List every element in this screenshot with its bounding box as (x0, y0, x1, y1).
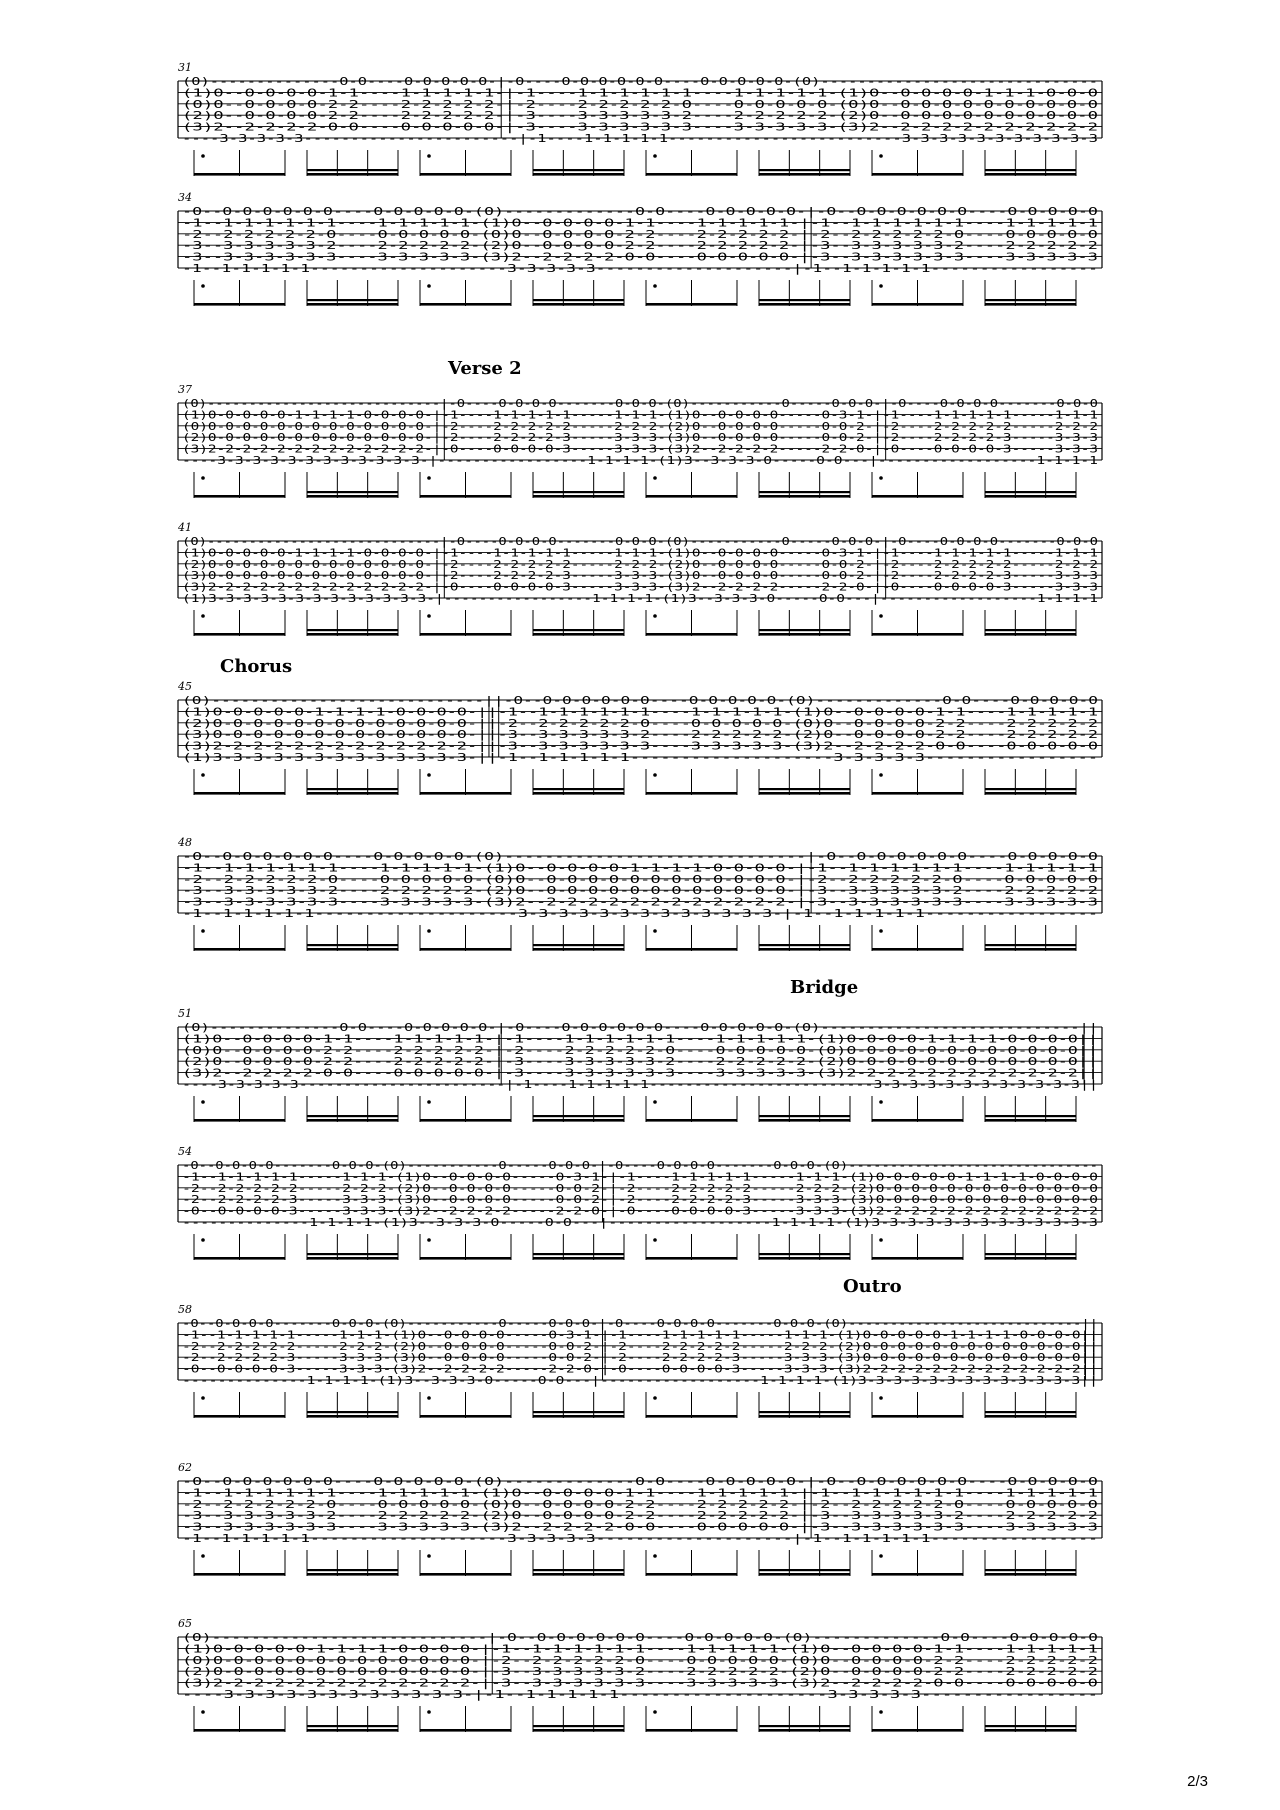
dot (653, 929, 657, 933)
note-beam (420, 303, 511, 306)
note-beam (646, 633, 737, 636)
dot (201, 1710, 205, 1714)
note-beam (307, 1725, 398, 1727)
note-beam (985, 1411, 1076, 1413)
tab-system (178, 1145, 1102, 1260)
note-beam (872, 495, 963, 498)
note-beam (646, 792, 737, 795)
note-beam (533, 1253, 624, 1255)
tab-system (178, 1461, 1102, 1576)
note-beam (646, 1415, 737, 1418)
note-beam (194, 1573, 285, 1576)
rhythm-notation (194, 610, 1076, 636)
tab-system (178, 191, 1102, 306)
note-beam (646, 1257, 737, 1260)
tab-string-row: (3)2-2-2-2-2-2-2-2-2-2-2-2-2-|-0----0-0-0-0-3-----3-3-3-(3)2--2-2-2-2-----2-2-0-|-0----0-0-0-0-3-----3-3-3 (182, 580, 1098, 594)
note-beam (307, 1257, 398, 1260)
note-beam (307, 299, 398, 301)
tab-string-row: (0)--------------0-0----0-0-0-0-0-|-0----0-0-0-0-0-0----0-0-0-0-0-(0)------------------------------ (182, 75, 1098, 88)
measure-number: 58 (178, 1303, 192, 1316)
note-beam (759, 299, 850, 301)
note-beam (533, 1411, 624, 1413)
note-beam (759, 1411, 850, 1413)
note-beam (420, 173, 511, 176)
dot (653, 476, 657, 480)
tab-string-row: (3)2--2-2-2-2-0-0----0-0-0-0-0-|-3----3-3-3-3-3-3----3-3-3-3-3-(3)2--2-2-2-2-2-2-2-2-2-2 (182, 120, 1098, 134)
dot (427, 1710, 431, 1714)
tab-string-row: -0--0-0-0-0-------0-0-0-(0)-----------0-----0-0-0-|-0----0-0-0-0-------0-0-0-(0)------------------------------ (182, 1159, 1098, 1172)
tab-string-row: -1--1-1-1-1-1-----1-1-1-(1)0--0-0-0-0-----0-3-1-|-1----1-1-1-1-1-----1-1-1-(1)0-0-0-0-0-1-1-1-1-0-0-0-0 (182, 1170, 1098, 1184)
tab-string-row: (0)----------------------------|-0----0-0-0-0-------0-0-0-(0)-----------0-----0-0-0-|-0----0-0-0-0-------0-0-0 (182, 535, 1098, 548)
note-beam (759, 1257, 850, 1260)
note-beam (194, 173, 285, 176)
note-beam (307, 1415, 398, 1418)
measure-number: 41 (178, 521, 192, 534)
tab-string-row: (2)0-0-0-0-0-0-0-0-0-0-0-0-0-||-2--2-2-2-2-2-0----0-0-0-0-0-(0)0--0-0-0-0-2-2----2-2-2-2-2 (182, 716, 1098, 730)
dot (201, 929, 205, 933)
dot (653, 1710, 657, 1714)
measure-number: 48 (178, 836, 192, 849)
dot (201, 1554, 205, 1558)
note-beam (759, 1725, 850, 1727)
dot (653, 154, 657, 158)
tab-system (177, 836, 1102, 951)
tab-string-row: -1--1-1-1-1-1-----1-1-1-(1)0--0-0-0-0-----0-3-1-|-1----1-1-1-1-1-----1-1-1-(1)0-0-0-0-0-1-1-1-1-0-0-0-0|| (182, 1328, 1098, 1342)
note-beam (194, 948, 285, 951)
note-beam (420, 633, 511, 636)
tab-string-row: -3--3-3-3-3-3-2----2-2-2-2-2-(2)0--0-0-0-0-2-2----2-2-2-2-2-|-3--3-3-3-3-3-2----2-2-2-2-2 (182, 1509, 1098, 1523)
note-beam (420, 1119, 511, 1122)
note-beam (533, 1729, 624, 1732)
tab-string-row: -3--3-3-3-3-3-2----2-2-2-2-2-(2)0--0-0-0-0-0-0-0-0-0-0-0-0-|-3--3-3-3-3-3-2----2-2-2-2-2 (182, 884, 1098, 898)
tab-string-row: (0)----------------------------|-0--0-0-0-0-0-0----0-0-0-0-0-(0)-------------0-0----0-0-0-0-0 (182, 1631, 1098, 1644)
note-beam (533, 629, 624, 631)
rhythm-notation (194, 1706, 1076, 1732)
note-beam (533, 788, 624, 790)
dot (879, 1554, 883, 1558)
dot (653, 1554, 657, 1558)
dot (879, 1100, 883, 1104)
tab-string-row: (1)0--0-0-0-0-1-1----1-1-1-1-1-|-1----1-1-1-1-1-1----1-1-1-1-1-(1)0--0-0-0-0-1-1-1-0-0-0 (182, 86, 1098, 100)
note-beam (985, 944, 1076, 946)
measure-number: 45 (178, 680, 192, 693)
note-beam (307, 1115, 398, 1117)
note-beam (872, 1573, 963, 1576)
note-beam (985, 788, 1076, 790)
note-beam (194, 1119, 285, 1122)
tab-system (178, 358, 1102, 498)
dot (427, 476, 431, 480)
measure-number: 51 (178, 1007, 192, 1020)
measure-number: 31 (178, 61, 192, 74)
note-beam (759, 1253, 850, 1255)
tab-string-row: (0)--------------0-0----0-0-0-0-0-|-0----0-0-0-0-0-0----0-0-0-0-0-(0)----------------------------|| (182, 1021, 1098, 1034)
tab-string-row: (3)0-0-0-0-0-0-0-0-0-0-0-0-0-||-3--3-3-3-3-3-2----2-2-2-2-2-(2)0--0-0-0-0-2-2----2-2-2-2-2 (182, 728, 1098, 742)
note-beam (985, 169, 1076, 171)
section-label: Verse 2 (448, 358, 522, 379)
tab-string-row: (2)0-0-0-0-0-0-0-0-0-0-0-0-0-|-3--3-3-3-3-3-2----2-2-2-2-2-(2)0--0-0-0-0-2-2----2-2-2-2-2 (182, 1665, 1098, 1679)
tab-string-row: -0--0-0-0-0-------0-0-0-(0)-----------0-----0-0-0-|-0----0-0-0-0-------0-0-0-(0)----------------------------|| (182, 1317, 1098, 1330)
note-beam (985, 1119, 1076, 1122)
note-beam (194, 633, 285, 636)
dot (201, 1238, 205, 1242)
tab-string-row: (2)0--0-0-0-0-2-2----2-2-2-2-2-|-3----3-3-3-3-3-2----2-2-2-2-2-(2)0--0-0-0-0-0-0-0-0-0-0 (182, 109, 1098, 123)
note-beam (533, 633, 624, 636)
rhythm-notation (194, 1392, 1076, 1418)
tab-system (178, 61, 1102, 176)
dot (427, 1238, 431, 1242)
note-beam (533, 948, 624, 951)
tab-string-row: (3)2--2-2-2-2-0-0----0-0-0-0-0-|-3----3-3-3-3-3-3----3-3-3-3-3-(3)2-2-2-2-2-2-2-2-2-2-2-2|| (182, 1066, 1098, 1080)
dot (879, 1396, 883, 1400)
section-label: Bridge (790, 977, 859, 998)
tab-string-row: (3)2-2-2-2-2-2-2-2-2-2-2-2-2-|-0----0-0-0-0-3-----3-3-3-(3)2--2-2-2-2-----2-2-0-|-0----0-0-0-0-3-----3-3-3 (182, 442, 1098, 456)
note-beam (985, 1115, 1076, 1117)
note-beam (194, 303, 285, 306)
tab-string-row: -0--0-0-0-0-0-0----0-0-0-0-0-(0)-------------0-0----0-0-0-0-0-|-0--0-0-0-0-0-0----0-0-0-0-0 (182, 1475, 1098, 1488)
note-beam (533, 1569, 624, 1571)
note-beam (194, 1729, 285, 1732)
tab-string-row: -3--3-3-3-3-3-3----3-3-3-3-3-(3)2--2-2-2-2-2-2-2-2-2-2-2-2-|-3--3-3-3-3-3-3----3-3-3-3-3 (182, 895, 1098, 909)
tab-string-row: ----3-3-3-3-3-----------------------|-1----1-1-1-1-1-------------------------3-3-3-3-3-3-3-3-3-3-3-3|| (182, 1078, 1098, 1091)
tab-system (177, 656, 1102, 795)
note-beam (759, 303, 850, 306)
note-beam (759, 491, 850, 493)
dot (427, 284, 431, 288)
note-beam (872, 303, 963, 306)
dot (653, 1100, 657, 1104)
dot (201, 1100, 205, 1104)
rhythm-notation (194, 472, 1076, 498)
tab-string-row: (2)0-0-0-0-0-0-0-0-0-0-0-0-0-|-2----2-2-2-2-3-----3-3-3-(3)0--0-0-0-0-----0-0-2-|-2----2-2-2-2-3-----3-3-3 (182, 431, 1098, 445)
rhythm-notation (194, 150, 1076, 176)
note-beam (872, 1729, 963, 1732)
note-beam (759, 1119, 850, 1122)
dot (201, 614, 205, 618)
note-beam (533, 495, 624, 498)
tab-string-row: -0--0-0-0-0-3-----3-3-3-(3)2--2-2-2-2-----2-2-0-|-0----0-0-0-0-3-----3-3-3-(3)2-2-2-2-2-2-2-2-2-2-2-2-2|| (182, 1362, 1098, 1376)
tab-string-row: (0)0-0-0-0-0-0-0-0-0-0-0-0-0-|-2----2-2-2-2-2-----2-2-2-(2)0--0-0-0-0-----0-0-2-|-2----2-2-2-2-2-----2-2-2 (182, 419, 1098, 433)
note-beam (533, 1115, 624, 1117)
dot (427, 773, 431, 777)
note-beam (307, 944, 398, 946)
note-beam (646, 948, 737, 951)
dot (427, 1396, 431, 1400)
note-beam (759, 1729, 850, 1732)
measure-number: 54 (178, 1145, 192, 1158)
note-beam (759, 169, 850, 171)
note-beam (872, 1257, 963, 1260)
note-beam (646, 1729, 737, 1732)
section-label: Chorus (220, 656, 293, 677)
note-beam (646, 303, 737, 306)
note-beam (985, 948, 1076, 951)
note-beam (307, 792, 398, 795)
note-beam (759, 629, 850, 631)
tab-string-row: (1)0-0-0-0-0-1-1-1-1-0-0-0-0-|-1--1-1-1-1-1-1----1-1-1-1-1-(1)0--0-0-0-0-1-1----1-1-1-1-1 (182, 1642, 1098, 1656)
note-beam (985, 1257, 1076, 1260)
dot (427, 154, 431, 158)
note-beam (533, 1725, 624, 1727)
note-beam (985, 303, 1076, 306)
tab-string-row: ----3-3-3-3-3-----------------------|-1----1-1-1-1-1-------------------------3-3-3-3-3-3-3-3-3-3-3 (182, 132, 1098, 145)
tab-string-row: -2--2-2-2-2-2-0----0-0-0-0-0-(0)0--0-0-0-0-2-2----2-2-2-2-2-|-2--2-2-2-2-2-0----0-0-0-0-0 (182, 1497, 1098, 1511)
note-beam (533, 1573, 624, 1576)
dot (879, 284, 883, 288)
tab-string-row: -1--1-1-1-1-1--------------------3-3-3-3-3-3-3-3-3-3-3-3-3-|-1--1-1-1-1-1----------------- (182, 907, 1098, 920)
note-beam (759, 788, 850, 790)
note-beam (533, 299, 624, 301)
tab-string-row: (0)----------------------------||-0--0-0-0-0-0-0----0-0-0-0-0-(0)-------------0-0----0-0-0-0-0 (182, 694, 1098, 707)
note-beam (307, 491, 398, 493)
dot (879, 614, 883, 618)
note-beam (985, 495, 1076, 498)
note-beam (307, 629, 398, 631)
note-beam (985, 1253, 1076, 1255)
note-beam (307, 1119, 398, 1122)
note-beam (985, 491, 1076, 493)
section-label: Outro (843, 1276, 902, 1297)
dot (653, 1396, 657, 1400)
note-beam (307, 948, 398, 951)
note-beam (759, 1573, 850, 1576)
tab-string-row: --------------1-1-1-1-(1)3--3-3-3-0-----0-0---|------------------1-1-1-1-(1)3-3-3-3-3-3-3-3-3-3-3-3-3 (182, 1216, 1098, 1229)
note-beam (420, 1573, 511, 1576)
tab-string-row: --------------1-1-1-1-(1)3--3-3-3-0-----0-0---|------------------1-1-1-1-(1)3-3-3-3-3-3-3-3-3-3-3-3-3|| (182, 1374, 1098, 1387)
dot (879, 1238, 883, 1242)
note-beam (307, 788, 398, 790)
note-beam (307, 173, 398, 176)
dot (879, 929, 883, 933)
note-beam (759, 173, 850, 176)
dot (201, 1396, 205, 1400)
note-beam (307, 495, 398, 498)
tab-string-row: (3)0-0-0-0-0-0-0-0-0-0-0-0-0-|-2----2-2-2-2-3-----3-3-3-(3)0--0-0-0-0-----0-0-2-|-2----2-2-2-2-3-----3-3-3 (182, 569, 1098, 583)
tab-string-row: -1--1-1-1-1-1-1----1-1-1-1-1-(1)0--0-0-0-0-1-1-1-1-0-0-0-0-|-1--1-1-1-1-1-1----1-1-1-1-1 (182, 861, 1098, 875)
note-beam (307, 633, 398, 636)
tab-string-row: ----3-3-3-3-3-3-3-3-3-3-3-3-|-1--1-1-1-1-1--------------------3-3-3-3-3----------------- (182, 1688, 1098, 1701)
tab-string-row: -2--2-2-2-2-3-----3-3-3-(3)0--0-0-0-0-----0-0-2-|-2----2-2-2-2-3-----3-3-3-(3)0-0-0-0-0-0-0-0-0-0-0-0-0|| (182, 1351, 1098, 1365)
note-beam (533, 1415, 624, 1418)
note-beam (985, 299, 1076, 301)
note-beam (985, 633, 1076, 636)
note-beam (872, 633, 963, 636)
note-beam (420, 495, 511, 498)
note-beam (533, 173, 624, 176)
dot (879, 773, 883, 777)
tab-string-row: -2--2-2-2-2-2-0----0-0-0-0-0-(0)0--0-0-0-0-2-2----2-2-2-2-2-|-2--2-2-2-2-2-0----0-0-0-0-0 (182, 227, 1098, 241)
tab-string-row: -1--1-1-1-1-1-1----1-1-1-1-1-(1)0--0-0-0-0-1-1----1-1-1-1-1-|-1--1-1-1-1-1-1----1-1-1-1-1 (182, 216, 1098, 230)
note-beam (533, 792, 624, 795)
note-beam (533, 944, 624, 946)
note-beam (420, 1257, 511, 1260)
note-beam (872, 948, 963, 951)
note-beam (533, 303, 624, 306)
rhythm-notation (194, 1550, 1076, 1576)
tab-string-row: -0--0-0-0-0-3-----3-3-3-(3)2--2-2-2-2-----2-2-0-|-0----0-0-0-0-3-----3-3-3-(3)2-2-2-2-2-2-2-2-2-2-2-2-2 (182, 1204, 1098, 1218)
note-beam (872, 1119, 963, 1122)
note-beam (194, 1415, 285, 1418)
tab-string-row: ----3-3-3-3-3-3-3-3-3-3-3-3-|-----------------1-1-1-1-(1)3--3-3-3-0-----0-0---|------------------1-1-1-1 (182, 454, 1098, 467)
tab-system (178, 1276, 1102, 1418)
dot (427, 614, 431, 618)
tab-system (177, 521, 1102, 636)
note-beam (872, 1415, 963, 1418)
note-beam (759, 948, 850, 951)
note-beam (985, 629, 1076, 631)
tab-string-row: (0)0--0-0-0-0-2-2----2-2-2-2-2-|-2----2-2-2-2-2-0----0-0-0-0-0-(0)0--0-0-0-0-0-0-0-0-0-0 (182, 97, 1098, 111)
note-beam (985, 792, 1076, 795)
note-beam (194, 495, 285, 498)
tab-system (178, 977, 1102, 1122)
tab-string-row: (1)0-0-0-0-0-1-1-1-1-0-0-0-0-|-1----1-1-1-1-1-----1-1-1-(1)0--0-0-0-0-----0-3-1-|-1----1-1-1-1-1-----1-1-1 (182, 408, 1098, 422)
note-beam (420, 1729, 511, 1732)
note-beam (985, 1569, 1076, 1571)
dot (427, 1100, 431, 1104)
tab-string-row: (1)0-0-0-0-0-1-1-1-1-0-0-0-0-||-1--1-1-1-1-1-1----1-1-1-1-1-(1)0--0-0-0-0-1-1----1-1-1-1-1 (182, 705, 1098, 719)
tab-string-row: -0--0-0-0-0-0-0----0-0-0-0-0-(0)-------------0-0----0-0-0-0-0-|-0--0-0-0-0-0-0----0-0-0-0-0 (182, 205, 1098, 218)
note-beam (420, 948, 511, 951)
tab-string-row: (0)0--0-0-0-0-2-2----2-2-2-2-2-|-2----2-2-2-2-2-0----0-0-0-0-0-(0)0-0-0-0-0-0-0-0-0-0-0-0|| (182, 1043, 1098, 1057)
measure-number: 37 (178, 383, 192, 396)
tab-string-row: (1)3-3-3-3-3-3-3-3-3-3-3-3-3-|-----------------1-1-1-1-(1)3--3-3-3-0-----0-0---|------------------1-1-1-1 (182, 592, 1098, 605)
tab-string-row: (3)2-2-2-2-2-2-2-2-2-2-2-2-2-|-3--3-3-3-3-3-3----3-3-3-3-3-(3)2--2-2-2-2-0-0----0-0-0-0-0 (182, 1676, 1098, 1690)
note-beam (307, 1411, 398, 1413)
rhythm-notation (194, 769, 1076, 795)
note-beam (646, 173, 737, 176)
rhythm-notation (194, 1234, 1076, 1260)
tab-system (178, 1617, 1102, 1732)
note-beam (420, 1415, 511, 1418)
note-beam (646, 1119, 737, 1122)
tab-string-row: -1--1-1-1-1-1-1----1-1-1-1-1-(1)0--0-0-0-0-1-1----1-1-1-1-1-|-1--1-1-1-1-1-1----1-1-1-1-1 (182, 1486, 1098, 1500)
tab-string-row: -2--2-2-2-2-2-0----0-0-0-0-0-(0)0--0-0-0-0-0-0-0-0-0-0-0-0-|-2--2-2-2-2-2-0----0-0-0-0-0 (182, 872, 1098, 886)
measure-number: 62 (178, 1461, 192, 1474)
note-beam (533, 1119, 624, 1122)
tab-string-row: -2--2-2-2-2-3-----3-3-3-(3)0--0-0-0-0-----0-0-2-|-2----2-2-2-2-3-----3-3-3-(3)0-0-0-0-0-0-0-0-0-0-0-0-0 (182, 1193, 1098, 1207)
note-beam (759, 1115, 850, 1117)
note-beam (194, 1257, 285, 1260)
tab-string-row: (1)0--0-0-0-0-1-1----1-1-1-1-1-|-1----1-1-1-1-1-1----1-1-1-1-1-(1)0-0-0-0-1-1-1-1-0-0-0-0|| (182, 1032, 1098, 1046)
dot (879, 1710, 883, 1714)
dot (201, 284, 205, 288)
dot (653, 1238, 657, 1242)
dot (427, 929, 431, 933)
note-beam (307, 1729, 398, 1732)
measure-number: 34 (178, 191, 192, 204)
tab-string-row: (1)0-0-0-0-0-1-1-1-1-0-0-0-0-|-1----1-1-1-1-1-----1-1-1-(1)0--0-0-0-0-----0-3-1-|-1----1-1-1-1-1-----1-1-1 (182, 546, 1098, 560)
note-beam (985, 1573, 1076, 1576)
tab-string-row: -3--3-3-3-3-3-2----2-2-2-2-2-(2)0--0-0-0-0-2-2----2-2-2-2-2-|-3--3-3-3-3-3-2----2-2-2-2-2 (182, 239, 1098, 253)
note-beam (533, 491, 624, 493)
tab-string-row: -2--2-2-2-2-2-----2-2-2-(2)0--0-0-0-0-----0-0-2-|-2----2-2-2-2-2-----2-2-2-(2)0-0-0-0-0-0-0-0-0-0-0-0-0 (182, 1181, 1098, 1195)
dot (427, 1554, 431, 1558)
note-beam (985, 1729, 1076, 1732)
note-beam (307, 1569, 398, 1571)
dot (879, 476, 883, 480)
note-beam (646, 495, 737, 498)
measure-number: 65 (178, 1617, 192, 1630)
note-beam (420, 792, 511, 795)
rhythm-notation (194, 1096, 1076, 1122)
note-beam (759, 1569, 850, 1571)
note-beam (759, 792, 850, 795)
note-beam (759, 1415, 850, 1418)
note-beam (533, 169, 624, 171)
tab-string-row: -3--3-3-3-3-3-3----3-3-3-3-3-(3)2--2-2-2-2-0-0----0-0-0-0-0-|-3--3-3-3-3-3-3----3-3-3-3-3 (182, 1520, 1098, 1534)
tab-string-row: -3--3-3-3-3-3-3----3-3-3-3-3-(3)2--2-2-2-2-0-0----0-0-0-0-0-|-3--3-3-3-3-3-3----3-3-3-3-3 (182, 250, 1098, 264)
tab-string-row: (0)----------------------------|-0----0-0-0-0-------0-0-0-(0)-----------0-----0-0-0-|-0----0-0-0-0-------0-0-0 (182, 397, 1098, 410)
tab-string-row: (2)0-0-0-0-0-0-0-0-0-0-0-0-0-|-2----2-2-2-2-2-----2-2-2-(2)0--0-0-0-0-----0-0-2-|-2----2-2-2-2-2-----2-2-2 (182, 557, 1098, 571)
note-beam (985, 173, 1076, 176)
tab-string-row: -0--0-0-0-0-0-0----0-0-0-0-0-(0)------------------------------|-0--0-0-0-0-0-0----0-0-0-0-0 (182, 850, 1098, 863)
note-beam (307, 169, 398, 171)
tab-string-row: -1--1-1-1-1-1--------------------3-3-3-3-3--------------------|-1--1-1-1-1-1----------------- (182, 1532, 1098, 1545)
note-beam (759, 495, 850, 498)
dot (201, 773, 205, 777)
dot (653, 614, 657, 618)
tab-string-row: (3)2-2-2-2-2-2-2-2-2-2-2-2-2-||-3--3-3-3-3-3-3----3-3-3-3-3-(3)2--2-2-2-2-0-0----0-0-0-0-0 (182, 739, 1098, 753)
note-beam (307, 1573, 398, 1576)
note-beam (985, 1725, 1076, 1727)
note-beam (194, 792, 285, 795)
rhythm-notation (194, 280, 1076, 306)
note-beam (533, 1257, 624, 1260)
tab-string-row: -2--2-2-2-2-2-----2-2-2-(2)0--0-0-0-0-----0-0-2-|-2----2-2-2-2-2-----2-2-2-(2)0-0-0-0-0-0-0-0-0-0-0-0-0|| (182, 1339, 1098, 1353)
tab-string-row: (0)0-0-0-0-0-0-0-0-0-0-0-0-0-|-2--2-2-2-2-2-0----0-0-0-0-0-(0)0--0-0-0-0-2-2----2-2-2-2-2 (182, 1653, 1098, 1667)
note-beam (872, 792, 963, 795)
note-beam (985, 1415, 1076, 1418)
note-beam (872, 173, 963, 176)
note-beam (646, 1573, 737, 1576)
note-beam (307, 303, 398, 306)
dot (201, 476, 205, 480)
rhythm-notation (194, 925, 1076, 951)
note-beam (759, 944, 850, 946)
tab-string-row: (2)0--0-0-0-0-2-2----2-2-2-2-2-|-3----3-3-3-3-3-2----2-2-2-2-2-(2)0-0-0-0-0-0-0-0-0-0-0-0|| (182, 1055, 1098, 1069)
dot (653, 284, 657, 288)
dot (201, 154, 205, 158)
tab-string-row: -1--1-1-1-1-1--------------------3-3-3-3-3--------------------|-1--1-1-1-1-1----------------- (182, 262, 1098, 275)
dot (879, 154, 883, 158)
note-beam (307, 1253, 398, 1255)
dot (653, 773, 657, 777)
page-number: 2/3 (1187, 1773, 1208, 1790)
note-beam (759, 633, 850, 636)
tab-string-row: (1)3-3-3-3-3-3-3-3-3-3-3-3-3-||-1--1-1-1-1-1--------------------3-3-3-3-3----------------- (182, 751, 1098, 764)
